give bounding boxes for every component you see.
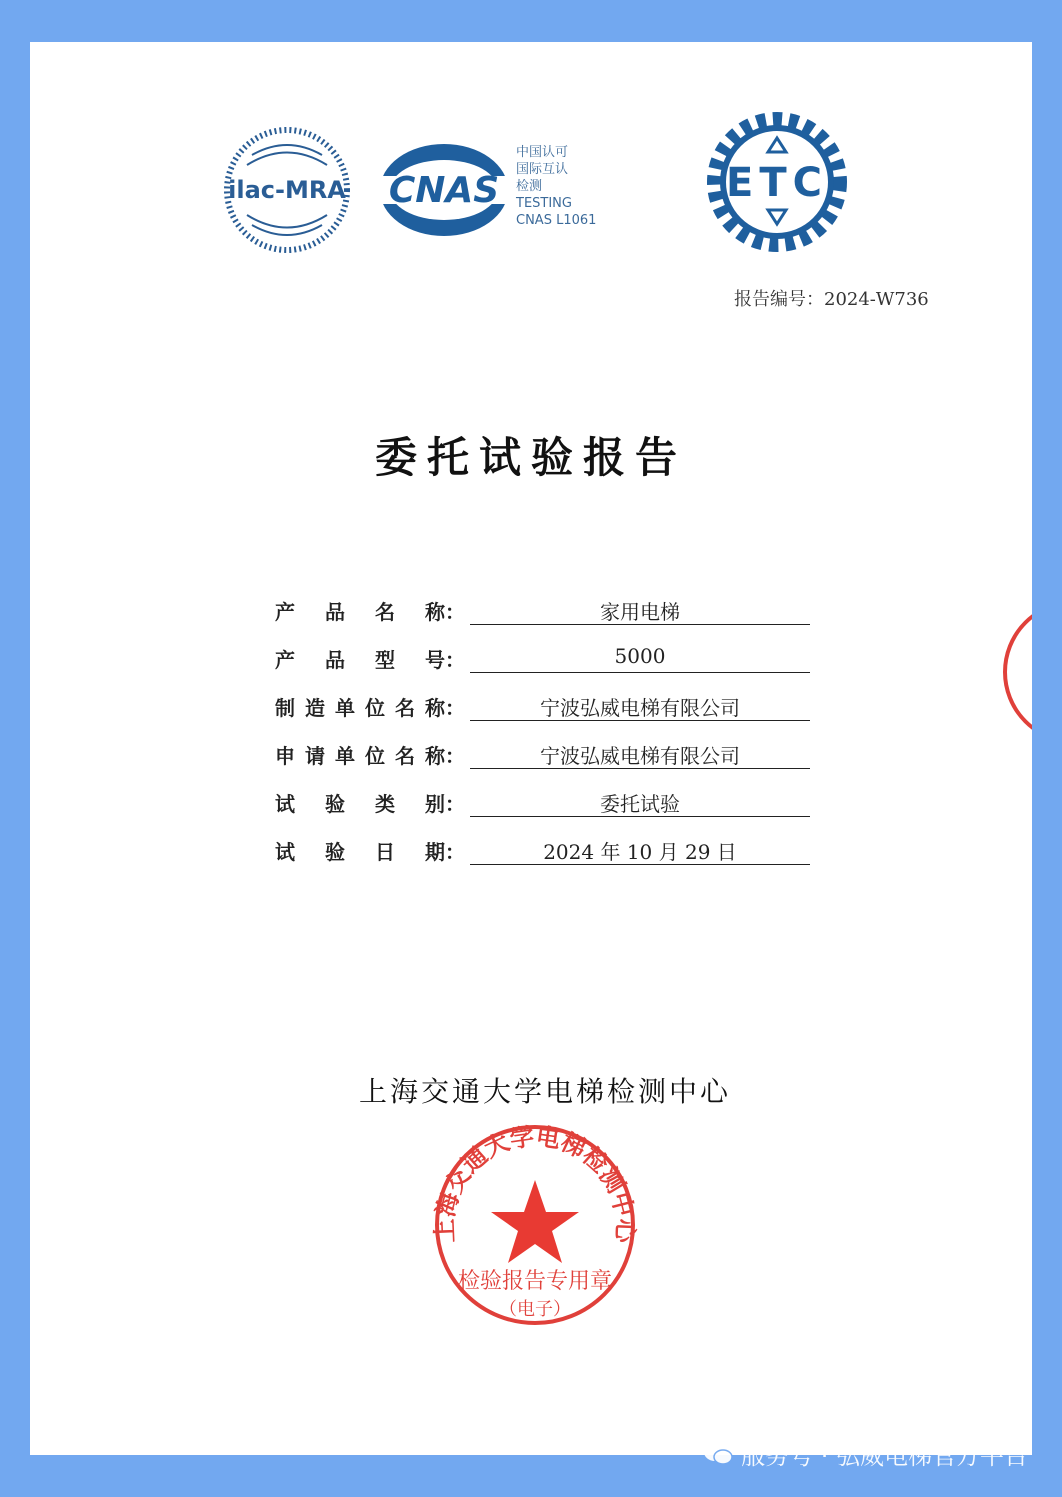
field-value: 5000 xyxy=(470,644,810,673)
label-char: 产 xyxy=(275,600,295,624)
label-char: 名 xyxy=(395,696,415,720)
field-row xyxy=(275,740,815,770)
svg-text:ETC: ETC xyxy=(726,160,828,206)
svg-text:检验报告专用章: 检验报告专用章 xyxy=(457,1269,613,1294)
label-char: 品 xyxy=(325,648,345,672)
svg-text:CNAS: CNAS xyxy=(388,170,500,211)
label-char: 验 xyxy=(325,792,345,816)
label-char: 类 xyxy=(375,792,395,816)
field-label xyxy=(275,836,465,865)
wechat-icon xyxy=(703,1441,733,1467)
watermark-text: 服务号 · 弘威电梯官方平台 xyxy=(741,1442,1028,1470)
svg-text:上海交通大学电梯检测中心: 上海交通大学电梯检测中心 xyxy=(430,1122,640,1244)
label-char: 品 xyxy=(325,600,345,624)
etc-gear-logo xyxy=(702,110,852,255)
watermark xyxy=(703,1436,1028,1471)
label-char: 位 xyxy=(365,696,385,720)
field-value: 家用电梯 xyxy=(470,596,810,625)
label-char: 日 xyxy=(375,840,395,864)
label-char: 号： xyxy=(425,648,465,672)
cnas-logo xyxy=(376,140,512,240)
partial-seal xyxy=(1000,600,1032,745)
label-char: 称： xyxy=(425,600,465,624)
field-row xyxy=(275,788,815,818)
field-value: 宁波弘威电梯有限公司 xyxy=(470,692,810,721)
field-label xyxy=(275,692,465,721)
label-char: 期： xyxy=(425,840,465,864)
organization-name: 上海交通大学电梯检测中心 xyxy=(358,1075,731,1108)
label-char: 名 xyxy=(375,600,395,624)
field-label xyxy=(275,596,465,625)
label-char: 验 xyxy=(325,840,345,864)
label-char: 制 xyxy=(275,696,295,720)
label-char: 名 xyxy=(395,744,415,768)
label-char: 单 xyxy=(335,696,355,720)
svg-text:（电子）: （电子） xyxy=(499,1299,571,1320)
label-char: 称： xyxy=(425,696,465,720)
official-seal xyxy=(425,1120,645,1330)
field-value: 2024 年 10 月 29 日 xyxy=(470,836,810,865)
report-title: 委托试验报告 xyxy=(374,433,687,482)
label-char: 试 xyxy=(275,840,295,864)
field-value: 委托试验 xyxy=(470,788,810,817)
label-char: 造 xyxy=(305,696,325,720)
field-label xyxy=(275,644,465,673)
ilac-mra-logo xyxy=(222,125,352,255)
label-char: 单 xyxy=(335,744,355,768)
field-row xyxy=(275,692,815,722)
cnas-accreditation-text: 中国认可 国际互认 检测 TESTING CNAS L1061 xyxy=(516,145,597,228)
field-row xyxy=(275,644,815,674)
field-label xyxy=(275,788,465,817)
label-char: 试 xyxy=(275,792,295,816)
label-char: 请 xyxy=(305,744,325,768)
field-row xyxy=(275,836,815,866)
field-value: 宁波弘威电梯有限公司 xyxy=(470,740,810,769)
label-char: 位 xyxy=(365,744,385,768)
label-char: 称： xyxy=(425,744,465,768)
field-label xyxy=(275,740,465,769)
label-char: 别： xyxy=(425,792,465,816)
field-row xyxy=(275,596,815,626)
label-char: 申 xyxy=(275,744,295,768)
svg-text:ilac-MRA: ilac-MRA xyxy=(228,176,346,204)
label-char: 型 xyxy=(375,648,395,672)
report-number: 报告编号：2024-W736 xyxy=(734,289,929,310)
label-char: 产 xyxy=(275,648,295,672)
